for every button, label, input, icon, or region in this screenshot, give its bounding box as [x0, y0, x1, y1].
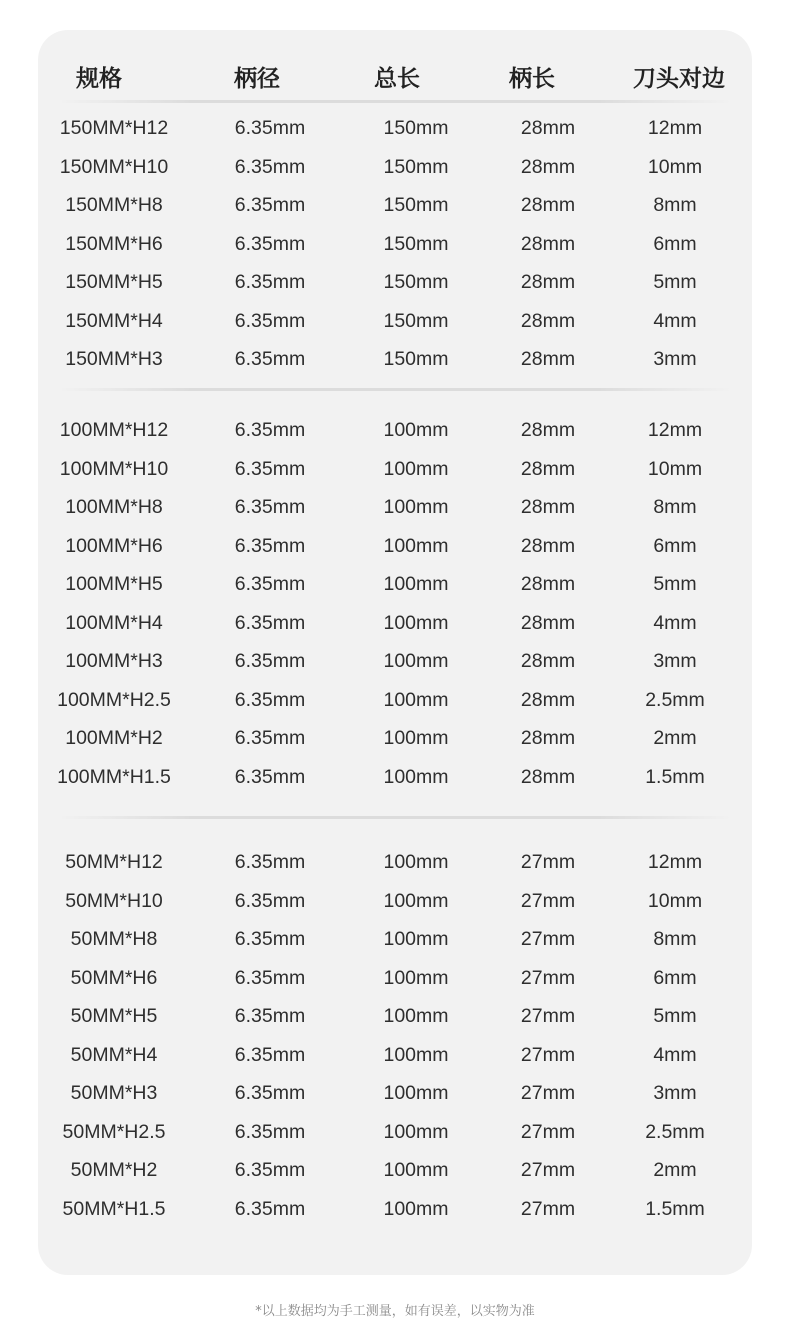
cell-total-length: 100mm [383, 851, 449, 873]
cell-shank-length: 27mm [520, 1005, 576, 1027]
cell-total-length: 100mm [383, 966, 449, 989]
cell-tip-size: 6mm [653, 534, 697, 557]
table-row [38, 1074, 752, 1112]
cell-spec: 50MM*H8 [70, 928, 158, 950]
cell-shank-length: 28mm [520, 194, 576, 216]
cell-total-length: 100mm [383, 765, 449, 788]
table-row [38, 959, 752, 997]
cell-shank-length: 28mm [520, 155, 576, 178]
table-row [38, 225, 752, 263]
cell-spec: 100MM*H10 [59, 457, 169, 480]
cell-total-length: 100mm [383, 1082, 449, 1104]
cell-spec: 100MM*H6 [65, 534, 163, 557]
cell-tip-size: 4mm [653, 1043, 697, 1066]
cell-tip-size: 8mm [653, 496, 697, 518]
cell-shank-length: 28mm [520, 534, 576, 557]
table-row [38, 450, 752, 488]
table-header [38, 30, 752, 116]
cell-tip-size: 2.5mm [645, 688, 705, 711]
cell-spec: 150MM*H5 [65, 271, 163, 293]
cell-shank-length: 27mm [520, 1159, 576, 1181]
cell-spec: 100MM*H2 [65, 727, 163, 749]
table-row [38, 681, 752, 719]
cell-total-length: 150mm [383, 348, 449, 370]
cell-total-length: 100mm [383, 1197, 449, 1220]
cell-total-length: 100mm [383, 457, 449, 480]
cell-total-length: 100mm [383, 1159, 449, 1181]
cell-shank-diameter: 6.35mm [234, 1120, 306, 1143]
table-row [38, 1151, 752, 1189]
cell-spec: 50MM*H4 [70, 1043, 158, 1066]
cell-tip-size: 5mm [653, 271, 697, 293]
cell-shank-length: 28mm [520, 117, 576, 139]
cell-tip-size: 10mm [647, 457, 703, 480]
cell-spec: 50MM*H2.5 [62, 1120, 166, 1143]
cell-shank-diameter: 6.35mm [234, 155, 306, 178]
cell-spec: 150MM*H12 [59, 117, 169, 139]
cell-shank-diameter: 6.35mm [234, 117, 306, 139]
cell-tip-size: 8mm [653, 928, 697, 950]
cell-shank-diameter: 6.35mm [234, 1043, 306, 1066]
cell-tip-size: 2mm [653, 727, 697, 749]
cell-spec: 150MM*H8 [65, 194, 163, 216]
cell-spec: 100MM*H4 [65, 611, 163, 634]
cell-shank-length: 28mm [520, 765, 576, 788]
cell-shank-diameter: 6.35mm [234, 271, 306, 293]
cell-shank-diameter: 6.35mm [234, 851, 306, 873]
cell-total-length: 100mm [383, 496, 449, 518]
cell-shank-length: 27mm [520, 966, 576, 989]
cell-shank-diameter: 6.35mm [234, 1197, 306, 1220]
cell-total-length: 150mm [383, 194, 449, 216]
cell-shank-length: 28mm [520, 419, 576, 441]
header-total-length: 总长 [374, 66, 420, 92]
group-divider [58, 388, 732, 391]
cell-total-length: 100mm [383, 611, 449, 634]
cell-total-length: 100mm [383, 889, 449, 912]
cell-total-length: 100mm [383, 573, 449, 595]
cell-shank-length: 28mm [520, 573, 576, 595]
table-row [38, 109, 752, 147]
cell-shank-diameter: 6.35mm [234, 496, 306, 518]
cell-tip-size: 12mm [647, 419, 703, 441]
cell-spec: 50MM*H12 [65, 851, 163, 873]
cell-total-length: 100mm [383, 1043, 449, 1066]
cell-tip-size: 10mm [647, 155, 703, 178]
cell-tip-size: 4mm [653, 611, 697, 634]
cell-shank-diameter: 6.35mm [234, 348, 306, 370]
cell-shank-length: 28mm [520, 348, 576, 370]
cell-total-length: 100mm [383, 650, 449, 672]
cell-shank-length: 28mm [520, 271, 576, 293]
cell-total-length: 150mm [383, 309, 449, 332]
header-spec: 规格 [76, 66, 122, 92]
cell-spec: 100MM*H3 [65, 650, 163, 672]
cell-shank-diameter: 6.35mm [234, 573, 306, 595]
cell-shank-diameter: 6.35mm [234, 889, 306, 912]
table-row [38, 719, 752, 757]
cell-total-length: 100mm [383, 1120, 449, 1143]
cell-shank-diameter: 6.35mm [234, 727, 306, 749]
cell-total-length: 150mm [383, 232, 449, 255]
cell-tip-size: 2mm [653, 1159, 697, 1181]
cell-shank-diameter: 6.35mm [234, 1005, 306, 1027]
cell-tip-size: 6mm [653, 232, 697, 255]
table-row [38, 642, 752, 680]
table-row [38, 997, 752, 1035]
cell-shank-diameter: 6.35mm [234, 194, 306, 216]
header-tip-size: 刀头对边 [633, 66, 725, 92]
cell-shank-diameter: 6.35mm [234, 966, 306, 989]
cell-shank-diameter: 6.35mm [234, 309, 306, 332]
header-shank-length: 柄长 [509, 66, 555, 92]
cell-tip-size: 10mm [647, 889, 703, 912]
table-row [38, 758, 752, 796]
cell-total-length: 100mm [383, 534, 449, 557]
table-row [38, 186, 752, 224]
cell-spec: 150MM*H6 [65, 232, 163, 255]
cell-tip-size: 4mm [653, 309, 697, 332]
table-row [38, 411, 752, 449]
cell-spec: 150MM*H10 [59, 155, 169, 178]
table-row [38, 565, 752, 603]
cell-shank-diameter: 6.35mm [234, 611, 306, 634]
cell-tip-size: 3mm [653, 650, 697, 672]
table-row [38, 843, 752, 881]
cell-tip-size: 12mm [647, 117, 703, 139]
table-row [38, 263, 752, 301]
cell-spec: 50MM*H2 [70, 1159, 158, 1181]
cell-spec: 50MM*H5 [70, 1005, 158, 1027]
cell-spec: 50MM*H1.5 [62, 1197, 166, 1220]
cell-tip-size: 5mm [653, 1005, 697, 1027]
cell-tip-size: 8mm [653, 194, 697, 216]
table-row [38, 302, 752, 340]
cell-tip-size: 1.5mm [645, 765, 705, 788]
cell-shank-length: 27mm [520, 1082, 576, 1104]
cell-shank-diameter: 6.35mm [234, 232, 306, 255]
table-row [38, 488, 752, 526]
cell-total-length: 150mm [383, 271, 449, 293]
header-divider [58, 100, 732, 103]
cell-tip-size: 12mm [647, 851, 703, 873]
cell-shank-length: 27mm [520, 1197, 576, 1220]
table-row [38, 604, 752, 642]
cell-spec: 150MM*H3 [65, 348, 163, 370]
cell-shank-length: 28mm [520, 727, 576, 749]
cell-spec: 100MM*H5 [65, 573, 163, 595]
cell-total-length: 100mm [383, 727, 449, 749]
cell-spec: 50MM*H6 [70, 966, 158, 989]
footnote: *以上数据均为手工测量，如有误差，以实物为准 [255, 1304, 535, 1319]
cell-tip-size: 1.5mm [645, 1197, 705, 1220]
cell-total-length: 100mm [383, 688, 449, 711]
cell-tip-size: 3mm [653, 348, 697, 370]
cell-tip-size: 5mm [653, 573, 697, 595]
cell-shank-length: 28mm [520, 688, 576, 711]
cell-spec: 100MM*H2.5 [57, 688, 171, 711]
cell-shank-length: 27mm [520, 1043, 576, 1066]
cell-total-length: 150mm [383, 155, 449, 178]
cell-shank-length: 28mm [520, 611, 576, 634]
cell-total-length: 100mm [383, 1005, 449, 1027]
spec-table-card [38, 30, 752, 1275]
cell-total-length: 100mm [383, 928, 449, 950]
table-row [38, 340, 752, 378]
cell-shank-length: 28mm [520, 457, 576, 480]
cell-shank-length: 28mm [520, 309, 576, 332]
cell-shank-diameter: 6.35mm [234, 688, 306, 711]
header-shank-diameter: 柄径 [234, 66, 280, 92]
cell-spec: 50MM*H10 [65, 889, 163, 912]
cell-shank-diameter: 6.35mm [234, 534, 306, 557]
cell-shank-diameter: 6.35mm [234, 457, 306, 480]
table-row [38, 1036, 752, 1074]
cell-shank-length: 27mm [520, 1120, 576, 1143]
cell-shank-length: 28mm [520, 650, 576, 672]
cell-shank-length: 28mm [520, 496, 576, 518]
group-divider [58, 816, 732, 819]
cell-spec: 100MM*H1.5 [57, 765, 171, 788]
cell-shank-length: 27mm [520, 928, 576, 950]
cell-spec: 100MM*H12 [59, 419, 169, 441]
cell-shank-diameter: 6.35mm [234, 1159, 306, 1181]
cell-shank-diameter: 6.35mm [234, 1082, 306, 1104]
cell-total-length: 150mm [383, 117, 449, 139]
cell-spec: 150MM*H4 [65, 309, 163, 332]
cell-shank-diameter: 6.35mm [234, 928, 306, 950]
table-row [38, 1113, 752, 1151]
table-row [38, 148, 752, 186]
cell-shank-diameter: 6.35mm [234, 650, 306, 672]
table-row [38, 527, 752, 565]
cell-spec: 100MM*H8 [65, 496, 163, 518]
cell-shank-diameter: 6.35mm [234, 765, 306, 788]
cell-shank-length: 28mm [520, 232, 576, 255]
cell-total-length: 100mm [383, 419, 449, 441]
table-row [38, 1190, 752, 1228]
cell-shank-length: 27mm [520, 851, 576, 873]
table-row [38, 920, 752, 958]
cell-tip-size: 2.5mm [645, 1120, 705, 1143]
cell-tip-size: 3mm [653, 1082, 697, 1104]
cell-shank-diameter: 6.35mm [234, 419, 306, 441]
cell-tip-size: 6mm [653, 966, 697, 989]
cell-spec: 50MM*H3 [70, 1082, 158, 1104]
table-row [38, 882, 752, 920]
cell-shank-length: 27mm [520, 889, 576, 912]
